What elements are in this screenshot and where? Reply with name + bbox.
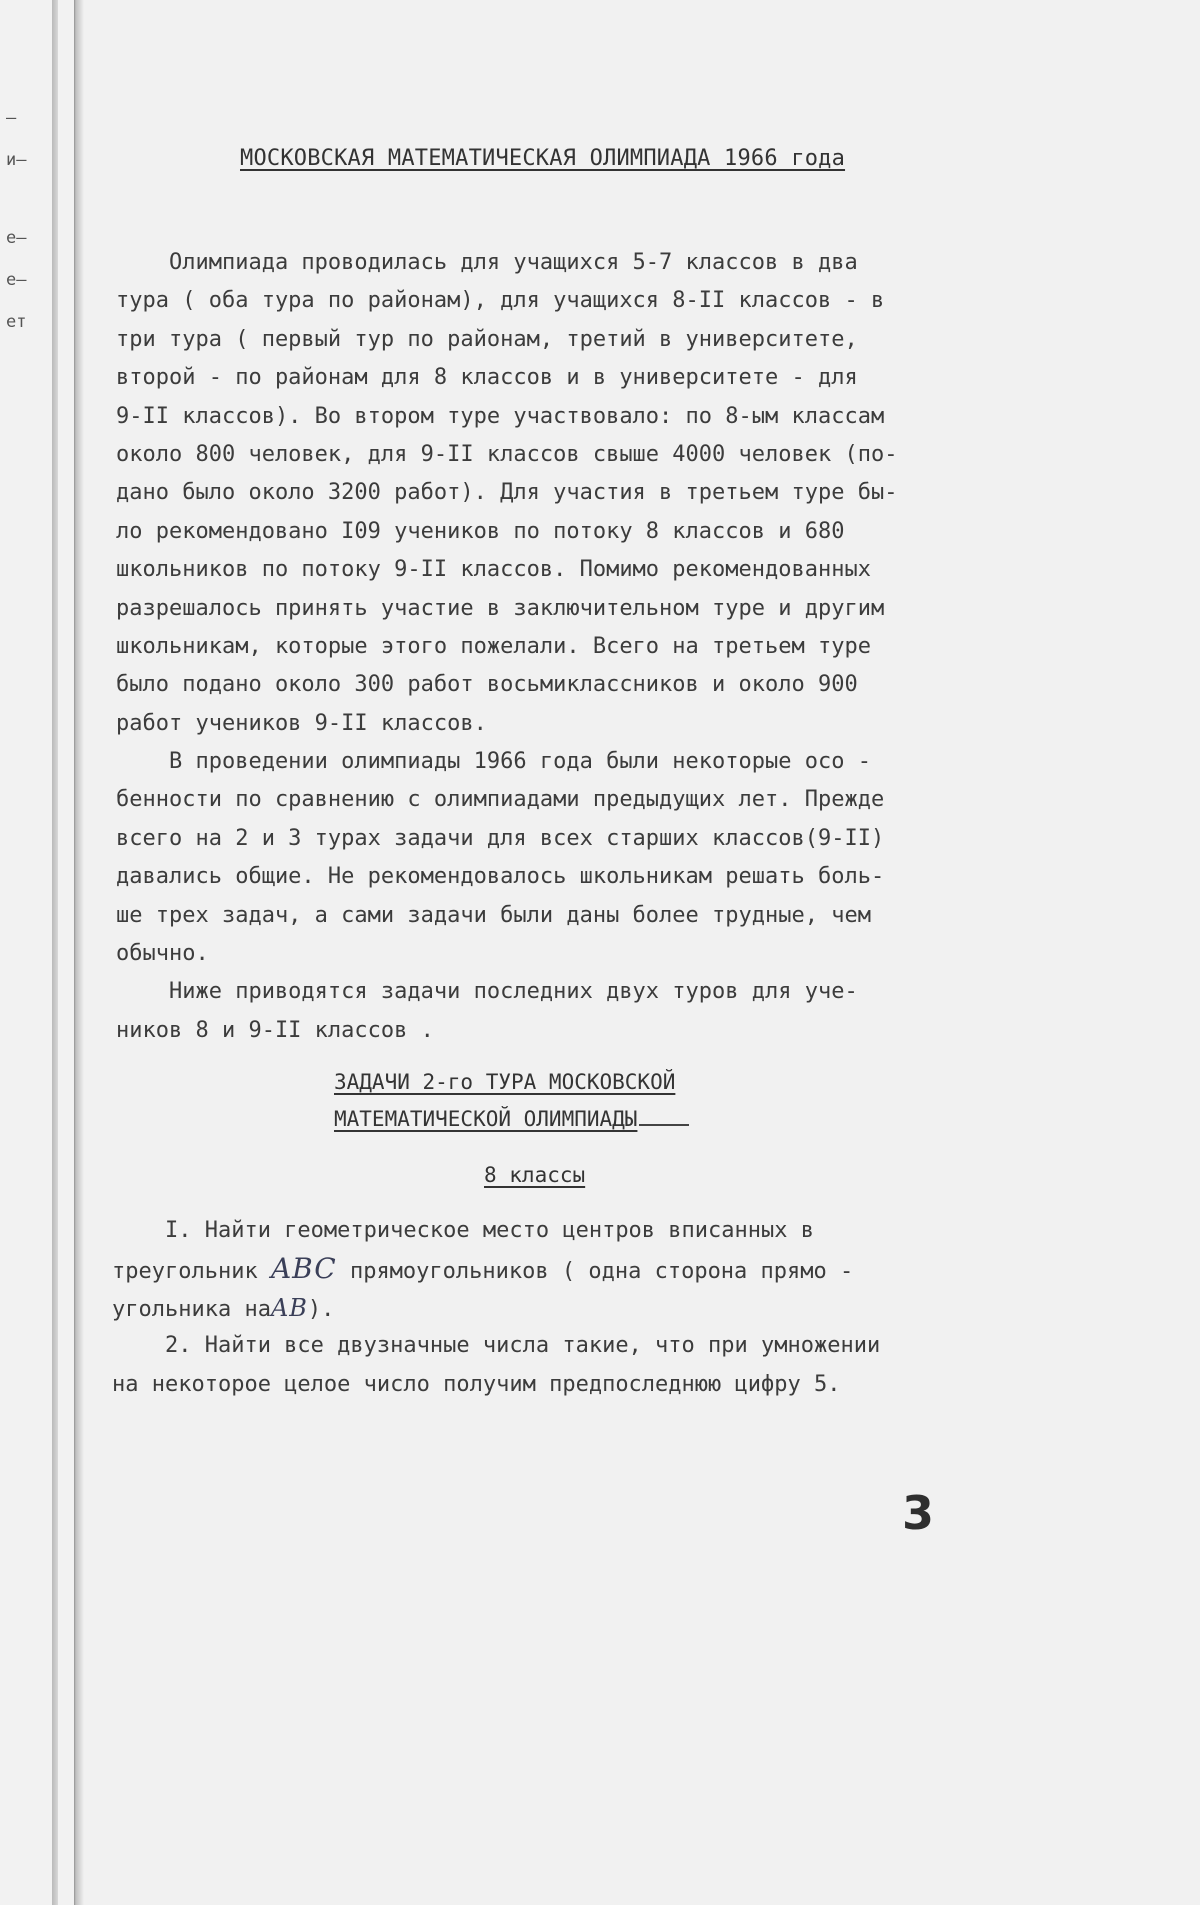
section-title-line-2: МАТЕМАТИЧЕСКОЙ ОЛИМПИАДЫ bbox=[334, 1107, 637, 1131]
text-line: школьникам, которые этого пожелали. Всего на третьем туре bbox=[116, 628, 1016, 666]
problem-2-line-1: 2. Найти все двузначные числа такие, что при умножении bbox=[112, 1327, 1012, 1365]
document-title: МОСКОВСКАЯ МАТЕМАТИЧЕСКАЯ ОЛИМПИАДА 1966 года bbox=[240, 146, 845, 171]
text-span: прямоугольников ( одна сторона прямо - bbox=[337, 1259, 854, 1284]
prev-page-fragment: е— bbox=[6, 270, 26, 290]
handwritten-abc: ABC bbox=[271, 1252, 337, 1285]
binding-line bbox=[52, 0, 58, 1905]
text-line: обычно. bbox=[116, 935, 1016, 973]
text-span: угольника на bbox=[112, 1297, 271, 1322]
problems-list bbox=[112, 1212, 1012, 1404]
text-span: ). bbox=[308, 1297, 335, 1322]
underline-rule bbox=[639, 1124, 689, 1126]
section-title-line-1: ЗАДАЧИ 2-го ТУРА МОСКОВСКОЙ bbox=[334, 1064, 689, 1101]
text-line: Олимпиада проводилась для учащихся 5-7 классов в два bbox=[116, 244, 1016, 282]
text-line: всего на 2 и 3 турах задачи для всех старших классов(9-II) bbox=[116, 820, 1016, 858]
text-span: треугольник bbox=[112, 1259, 271, 1284]
text-line: бенности по сравнению с олимпиадами предыдущих лет. Прежде bbox=[116, 781, 1016, 819]
text-line: тура ( оба тура по районам), для учащихся 8-II классов - в bbox=[116, 282, 1016, 320]
text-line: три тура ( первый тур по районам, третий в университете, bbox=[116, 321, 1016, 359]
class-subheading: 8 классы bbox=[484, 1163, 585, 1187]
section-title bbox=[334, 1064, 689, 1138]
section-title-line-2-wrap bbox=[334, 1107, 689, 1131]
text-line: было подано около 300 работ восьмиклассников и около 900 bbox=[116, 666, 1016, 704]
prev-page-fragment: е— bbox=[6, 228, 26, 248]
prev-page-fragment: — bbox=[6, 108, 16, 128]
intro-text bbox=[116, 244, 1016, 1050]
text-line: В проведении олимпиады 1966 года были некоторые осо - bbox=[116, 743, 1016, 781]
prev-page-fragment: и— bbox=[6, 150, 26, 170]
text-line: ников 8 и 9-II классов . bbox=[116, 1012, 1016, 1050]
page-fold-shadow bbox=[74, 0, 84, 1905]
problem-2-line-2: на некоторое целое число получим предпоследнюю цифру 5. bbox=[112, 1366, 1012, 1404]
text-line: 9-II классов). Во втором туре участвовало: по 8-ым классам bbox=[116, 398, 1016, 436]
text-line: Ниже приводятся задачи последних двух туров для уче- bbox=[116, 973, 1016, 1011]
previous-page-edge bbox=[0, 0, 75, 1905]
text-line: давались общие. Не рекомендовалось школьникам решать боль- bbox=[116, 858, 1016, 896]
page-number: 3 bbox=[902, 1486, 934, 1540]
text-line: работ учеников 9-II классов. bbox=[116, 705, 1016, 743]
problem-1-line-2 bbox=[112, 1250, 1012, 1288]
text-line: дано было около 3200 работ). Для участия в третьем туре бы- bbox=[116, 474, 1016, 512]
text-line: ло рекомендовано I09 учеников по потоку 8 классов и 680 bbox=[116, 513, 1016, 551]
prev-page-fragment: ет bbox=[6, 312, 26, 332]
handwritten-ab: AB bbox=[271, 1294, 308, 1322]
problem-1-line-3 bbox=[112, 1289, 1012, 1327]
text-line: школьников по потоку 9-II классов. Помимо рекомендованных bbox=[116, 551, 1016, 589]
text-line: около 800 человек, для 9-II классов свыше 4000 человек (по- bbox=[116, 436, 1016, 474]
text-line: второй - по районам для 8 классов и в университете - для bbox=[116, 359, 1016, 397]
problem-1-line-1: I. Найти геометрическое место центров вписанных в bbox=[112, 1212, 1012, 1250]
text-line: ше трех задач, а сами задачи были даны более трудные, чем bbox=[116, 897, 1016, 935]
text-line: разрешалось принять участие в заключительном туре и другим bbox=[116, 590, 1016, 628]
